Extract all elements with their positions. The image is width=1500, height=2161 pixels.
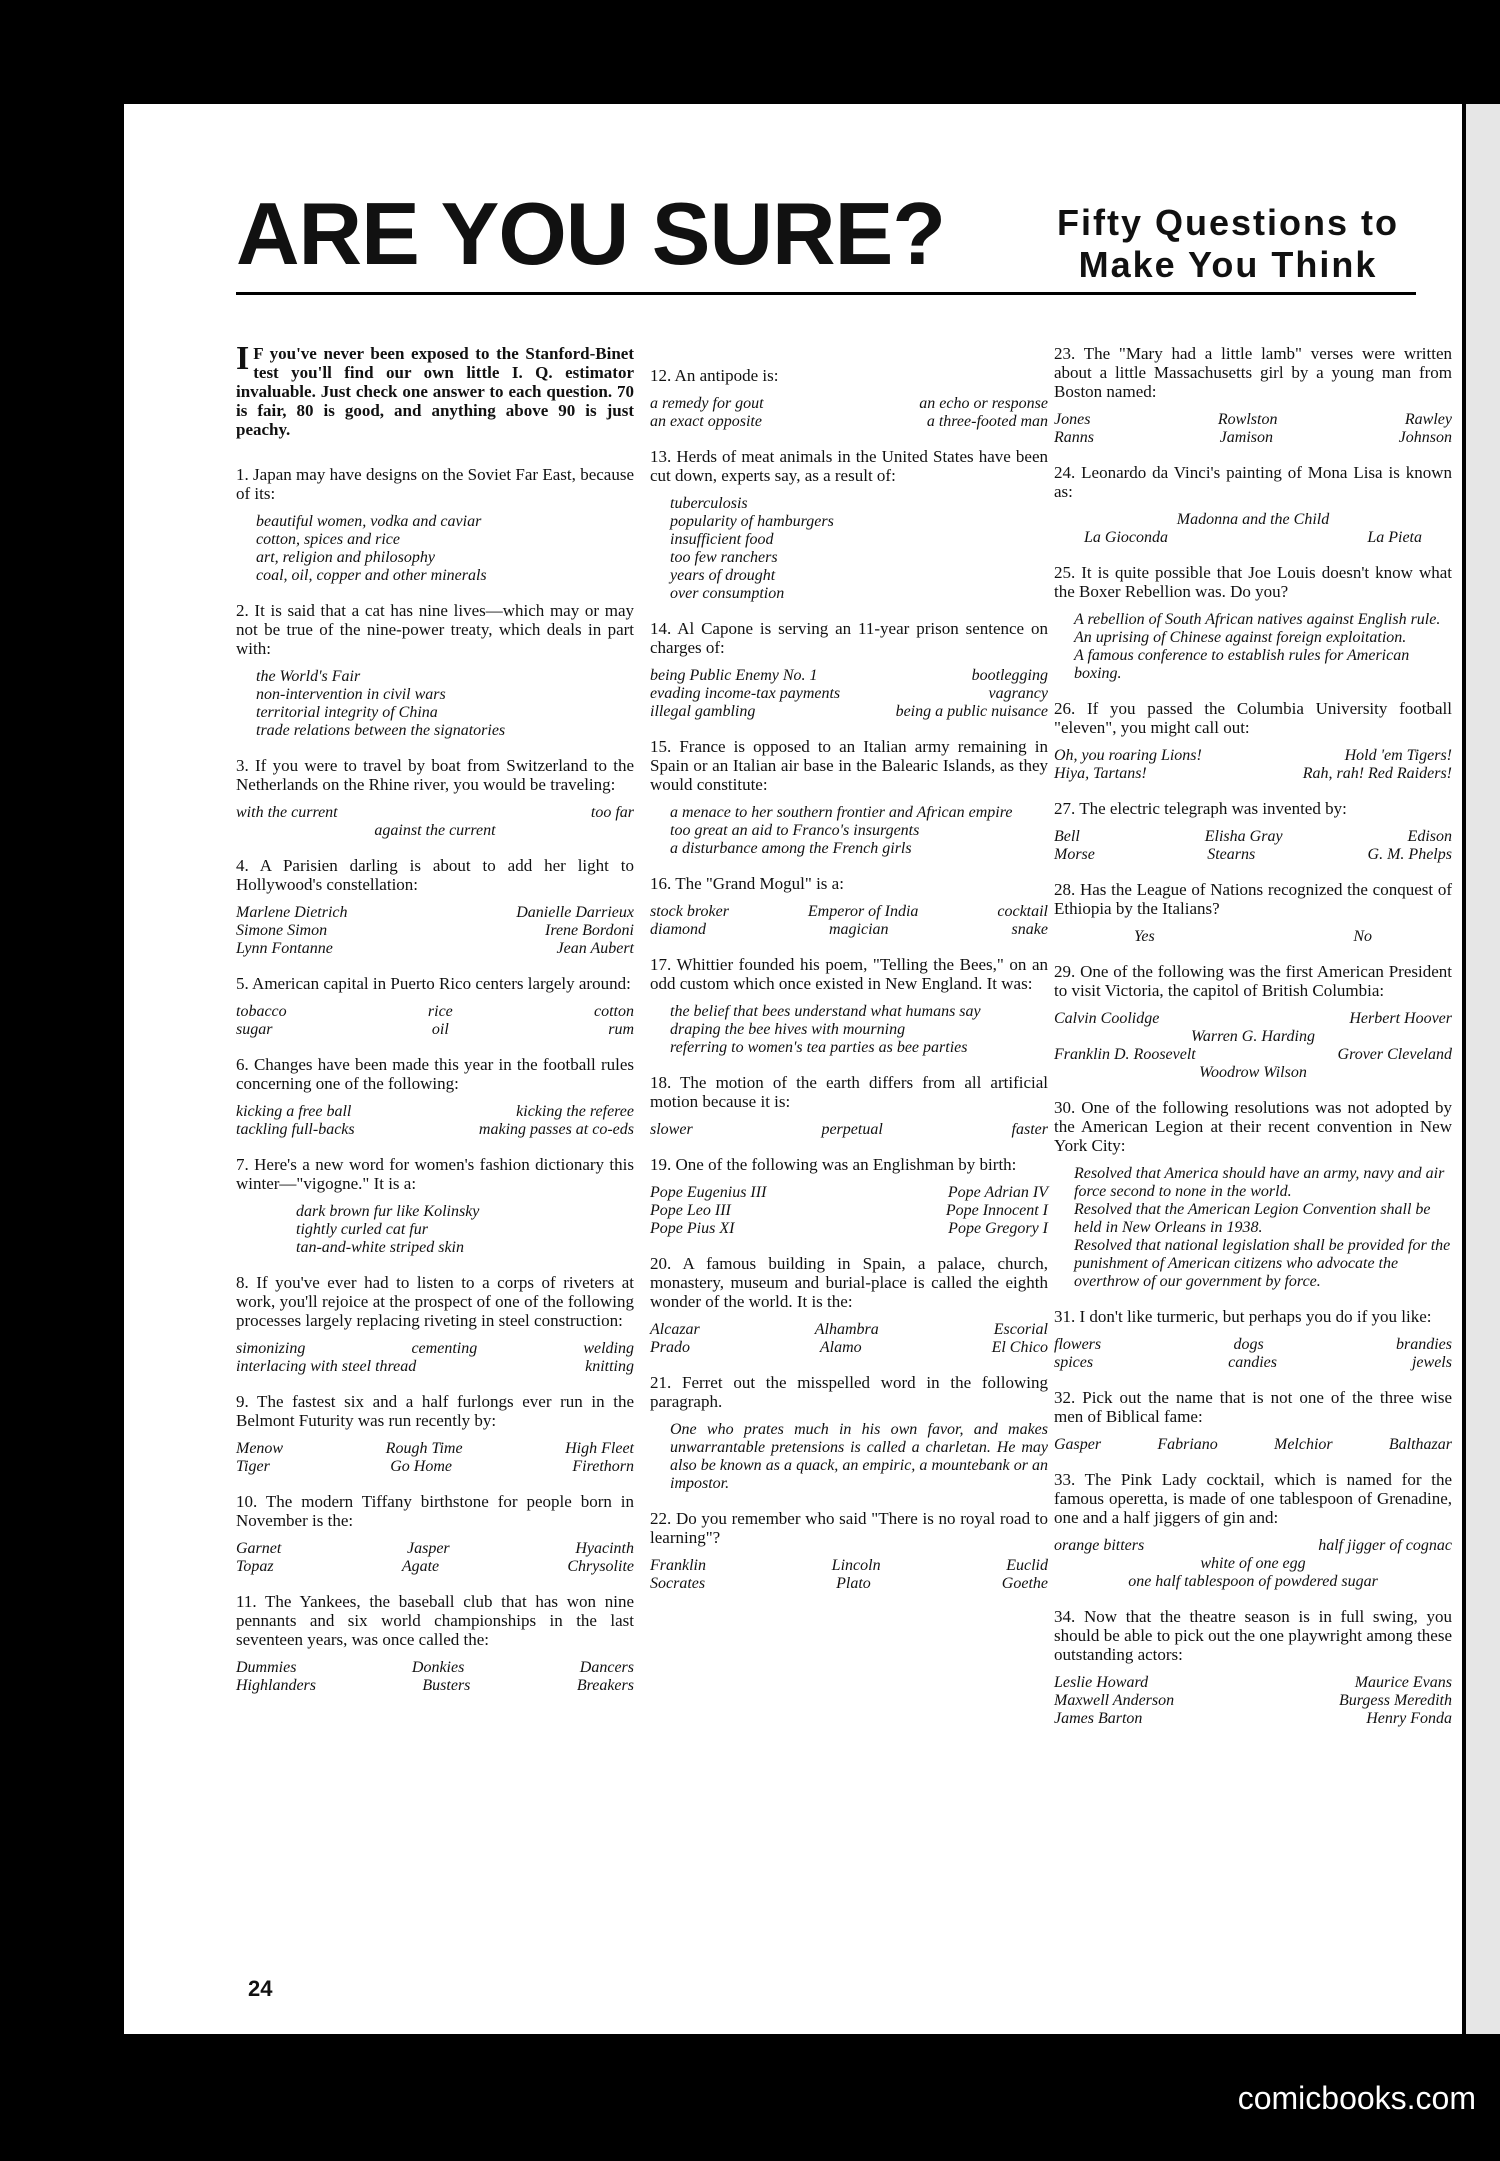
answer-list [236,1440,634,1476]
answer-option[interactable]: Leslie Howard [1054,1674,1149,1691]
question-text: 15. France is opposed to an Italian army remaining in Spain or an Italian air base in the Balearic Islands, as they would constitute: [650,737,1048,794]
answer-option[interactable]: An uprising of Chinese against foreign exploitation. [1074,629,1407,646]
answer-list [650,1321,1048,1357]
question-text: 31. I don't like turmeric, but perhaps you do if you like: [1054,1307,1432,1326]
page-number: 24 [248,1976,273,2001]
answer-option[interactable]: rice [427,1003,453,1020]
answer-option[interactable]: Pope Gregory I [948,1220,1048,1237]
answer-option[interactable]: jewels [1411,1354,1452,1371]
answer-option[interactable]: Escorial [993,1321,1048,1338]
answer-option[interactable]: white of one egg [1200,1555,1306,1572]
answer-list [650,903,1048,939]
answer-option[interactable]: draping the bee hives with mourning [670,1021,906,1038]
answer-option[interactable]: cotton [594,1003,634,1020]
answer-option[interactable]: Pope Leo III [650,1202,731,1219]
answer-option[interactable]: Warren G. Harding [1190,1028,1315,1045]
question-text: 28. Has the League of Nations recognized the conquest of Ethiopia by the Italians? [1054,880,1452,918]
answer-option[interactable]: interlacing with steel thread [236,1358,417,1375]
answer-option[interactable]: too few ranchers [670,549,778,566]
answer-option[interactable]: Agate [401,1558,440,1575]
answer-option[interactable]: Busters [422,1677,471,1694]
answer-option[interactable]: Rowlston [1217,411,1278,428]
answer-option[interactable]: Socrates [650,1575,706,1592]
answer-option[interactable]: Johnson [1398,429,1452,446]
answer-option[interactable]: magician [829,921,889,938]
answer-option[interactable]: Jamison [1219,429,1273,446]
question-text: 27. The electric telegraph was invented by: [1054,799,1347,818]
question-text: 14. Al Capone is serving an 11-year prison sentence on charges of: [650,619,1048,657]
drop-cap: I [236,340,250,377]
answer-option[interactable]: Madonna and the Child [1176,511,1330,528]
answer-option[interactable]: vagrancy [988,685,1048,702]
answer-option[interactable]: orange bitters [1054,1537,1145,1554]
question-text: 8. If you've ever had to listen to a corps of riveters at work, you'll rejoice at the prospect of one of the following processes largely replacing riveting in steel construction: [236,1273,634,1330]
answer-option[interactable]: Dancers [579,1659,634,1676]
answer-list [236,1103,634,1139]
answer-list [1054,1537,1452,1591]
answer-option[interactable]: Maxwell Anderson [1054,1692,1175,1709]
intro-paragraph [236,340,634,439]
answer-option[interactable]: Pope Eugenius III [650,1184,767,1201]
column-3 [1054,344,1452,1744]
question-text: 9. The fastest six and a half furlongs ever run in the Belmont Futurity was run recently by: [236,1392,634,1430]
answer-option[interactable]: a menace to her southern frontier and African empire [670,804,1013,821]
answer-option[interactable]: one half tablespoon of powdered sugar [1128,1573,1378,1590]
answer-option[interactable]: Fabriano [1157,1436,1218,1453]
answer-option[interactable]: Alhambra [814,1321,879,1338]
answer-option[interactable]: Pope Adrian IV [947,1184,1048,1201]
answer-option[interactable]: tuberculosis [670,495,748,512]
answer-option[interactable]: James Barton [1054,1710,1143,1727]
answer-option[interactable]: a three-footed man [926,413,1048,430]
answer-option[interactable]: Burgess Meredith [1338,1692,1452,1709]
answer-option[interactable]: perpetual [821,1121,883,1138]
answer-option[interactable]: Rawley [1404,411,1452,428]
answer-option[interactable]: against the current [374,822,496,839]
answer-list [236,904,634,958]
answer-option[interactable]: Alcazar [650,1321,700,1338]
answer-option[interactable]: Lincoln [831,1557,881,1574]
watermark: comicbooks.com [1237,2080,1476,2116]
answer-option[interactable]: Grover Cleveland [1337,1046,1452,1063]
question-text: 4. A Parisien darling is about to add her light to Hollywood's constellation: [236,856,634,894]
answer-list [650,804,1048,858]
answer-option[interactable]: Alamo [819,1339,862,1356]
answer-option[interactable]: No [1353,928,1372,945]
answer-list [236,1540,634,1576]
answer-option[interactable]: trade relations between the signatories [256,722,506,739]
answer-option[interactable]: sugar [236,1021,273,1038]
answer-option[interactable]: Franklin D. Roosevelt [1054,1046,1196,1063]
answer-option[interactable]: Jasper [407,1540,450,1557]
answer-list [236,1203,634,1257]
question-text: 21. Ferret out the misspelled word in the following paragraph. [650,1373,1048,1411]
question-text: 22. Do you remember who said "There is no royal road to learning"? [650,1509,1048,1547]
answer-option[interactable]: tan-and-white striped skin [296,1239,464,1256]
answer-list [236,804,634,840]
answer-list [1054,1436,1452,1454]
answer-option[interactable]: Maurice Evans [1354,1674,1452,1691]
answer-option[interactable]: popularity of hamburgers [670,513,834,530]
answer-list [236,513,634,585]
answer-list [650,1003,1048,1057]
answer-option[interactable]: Bell [1054,828,1080,845]
question-text: 13. Herds of meat animals in the United States have been cut down, experts say, as a result of: [650,447,1048,485]
answer-option[interactable]: Jean Aubert [556,940,634,957]
answer-option[interactable]: Chrysolite [567,1558,634,1575]
question-text: 26. If you passed the Columbia University football "eleven", you might call out: [1054,699,1452,737]
answer-option[interactable]: Stearns [1207,846,1256,863]
answer-option[interactable]: welding [583,1340,634,1357]
question-text: 18. The motion of the earth differs from all artificial motion because it is: [650,1073,1048,1111]
answer-option[interactable]: Gasper [1054,1436,1102,1453]
answer-list [1054,1010,1452,1082]
question-text: 1. Japan may have designs on the Soviet Far East, because of its: [236,465,634,503]
page-subtitle [1038,202,1418,286]
answer-list [650,667,1048,721]
answer-option[interactable]: with the current [236,804,338,821]
answer-option[interactable]: spices [1054,1354,1094,1371]
answer-option[interactable]: being Public Enemy No. 1 [650,667,818,684]
question-text: 24. Leonardo da Vinci's painting of Mona Lisa is known as: [1054,463,1452,501]
answer-option[interactable]: bootlegging [971,667,1048,684]
answer-option[interactable]: Prado [650,1339,690,1356]
question-text: 5. American capital in Puerto Rico centers largely around: [236,974,631,993]
answer-option[interactable]: Rough Time [385,1440,463,1457]
answer-option[interactable]: Garnet [236,1540,282,1557]
answer-option[interactable]: Calvin Coolidge [1054,1010,1160,1027]
answer-option[interactable]: Edison [1407,828,1452,845]
answer-option[interactable]: Menow [236,1440,284,1457]
subtitle-line-2: Make You Think [1078,244,1378,285]
answer-option[interactable]: Henry Fonda [1366,1710,1452,1727]
answer-list [236,1659,634,1695]
answer-option[interactable]: Emperor of India [807,903,919,920]
answer-option[interactable]: rum [608,1021,634,1038]
answer-option[interactable]: coal, oil, copper and other minerals [256,567,487,584]
answer-option[interactable]: years of drought [670,567,776,584]
answer-option[interactable]: over consumption [670,585,785,602]
question-text: 12. An antipode is: [650,366,779,385]
answer-option[interactable]: A rebellion of South African natives against English rule. [1074,611,1441,628]
answer-list [236,668,634,740]
question-text: 6. Changes have been made this year in the football rules concerning one of the following: [236,1055,634,1093]
answer-option[interactable]: cementing [411,1340,478,1357]
answer-option[interactable]: insufficient food [670,531,774,548]
answer-option[interactable]: evading income-tax payments [650,685,841,702]
answer-option[interactable]: a remedy for gout [650,395,764,412]
title-rule [236,292,1416,295]
column-2 [650,366,1048,1609]
answer-list [236,1003,634,1039]
answer-list [236,1340,634,1376]
answer-list [650,1121,1048,1139]
answer-list [1054,747,1452,783]
answer-option[interactable]: Melchior [1274,1436,1333,1453]
answer-option[interactable]: La Pieta [1367,529,1422,546]
answer-option[interactable]: slower [650,1121,693,1138]
answer-option[interactable]: Euclid [1006,1557,1048,1574]
answer-option[interactable]: beautiful women, vodka and caviar [256,513,482,530]
answer-list [1054,828,1452,864]
question-text: 17. Whittier founded his poem, "Telling the Bees," on an odd custom which once existed in New England. It was: [650,955,1048,993]
answer-option[interactable]: Firethorn [572,1458,634,1475]
answer-option[interactable]: Resolved that America should have an army, navy and air force second to none in the world. [1074,1165,1445,1200]
answer-option[interactable]: Goethe [1001,1575,1048,1592]
misspelled-paragraph: One who prates much in his own favor, and makes unwarrantable pretensions is called a charletan. He may also be known as a quack, an empiric, a mountebank or an impostor. [670,1421,1048,1492]
question-text: 25. It is quite possible that Joe Louis doesn't know what the Boxer Rebellion was. Do you? [1054,563,1452,601]
answer-option[interactable]: dogs [1233,1336,1264,1353]
question-text: 3. If you were to travel by boat from Switzerland to the Netherlands on the Rhine river, you would be traveling: [236,756,634,794]
question-text: 30. One of the following resolutions was not adopted by the American Legion at their recent convention in New York City: [1054,1098,1452,1155]
answer-option[interactable]: kicking a free ball [236,1103,352,1120]
answer-option[interactable]: knitting [585,1358,634,1375]
answer-list [1054,1165,1452,1291]
answer-option[interactable]: tackling full-backs [236,1121,355,1138]
question-text: 16. The "Grand Mogul" is a: [650,874,844,893]
answer-option[interactable]: non-intervention in civil wars [256,686,446,703]
column-1 [236,340,634,1711]
answer-option[interactable]: tobacco [236,1003,287,1020]
answer-option[interactable]: art, religion and philosophy [256,549,435,566]
answer-option[interactable]: an echo or response [919,395,1048,412]
answer-option[interactable]: Rah, rah! Red Raiders! [1302,765,1452,782]
answer-option[interactable]: oil [431,1021,449,1038]
answer-option[interactable]: Topaz [236,1558,274,1575]
answer-option[interactable]: A famous conference to establish rules for American boxing. [1074,647,1410,682]
answer-option[interactable]: Irene Bordoni [544,922,634,939]
answer-option[interactable]: G. M. Phelps [1367,846,1452,863]
answer-option[interactable]: Dummies [236,1659,297,1676]
answer-option[interactable]: diamond [650,921,706,938]
question-text: 20. A famous building in Spain, a palace, church, monastery, museum and burial-place is called the eighth wonder of the world. It is the: [650,1254,1048,1311]
answer-option[interactable]: kicking the referee [516,1103,634,1120]
answer-option[interactable]: stock broker [650,903,729,920]
answer-option[interactable]: cotton, spices and rice [256,531,400,548]
answer-option[interactable]: Oh, you roaring Lions! [1054,747,1202,764]
answer-option[interactable]: territorial integrity of China [256,704,438,721]
answer-option[interactable]: too far [590,804,634,821]
answer-option[interactable]: Resolved that national legislation shall be provided for the punishment of American citizens who advocate the overthrow of our government by force. [1074,1237,1451,1290]
answer-option[interactable]: Tiger [236,1458,270,1475]
answer-option[interactable]: Breakers [576,1677,634,1694]
question-text: 23. The "Mary had a little lamb" verses were written about a little Massachusetts girl by a young man from Boston named: [1054,344,1452,401]
answer-option[interactable]: Franklin [650,1557,706,1574]
answer-option[interactable]: Elisha Gray [1204,828,1283,845]
answer-option[interactable]: the World's Fair [256,668,361,685]
answer-option[interactable]: an exact opposite [650,413,762,430]
answer-list [650,495,1048,603]
answer-option[interactable]: Lynn Fontanne [236,940,333,957]
answer-option[interactable]: simonizing [236,1340,306,1357]
answer-option[interactable]: being a public nuisance [895,703,1048,720]
answer-option[interactable]: High Fleet [565,1440,634,1457]
question-text: 11. The Yankees, the baseball club that has won nine pennants and six world championships in the last seventeen years, was once called the: [236,1592,634,1649]
answer-option[interactable]: dark brown fur like Kolinsky [296,1203,480,1220]
intro-text: F you've never been exposed to the Stanford-Binet test you'll find our own little I. Q. estimator invaluable. Just check one answer to each question. 70 is fair, 80 is good, and anything above 90 is just peachy. [236,344,634,439]
answer-option[interactable]: La Gioconda [1084,529,1168,546]
answer-option[interactable]: Plato [836,1575,871,1592]
answer-option[interactable]: referring to women's tea parties as bee parties [670,1039,968,1056]
answer-option[interactable]: a disturbance among the French girls [670,840,912,857]
question-text: 19. One of the following was an Englishman by birth: [650,1155,1017,1174]
answer-option[interactable]: Danielle Darrieux [516,904,634,921]
answer-option[interactable]: Ranns [1054,429,1094,446]
answer-option[interactable]: Hiya, Tartans! [1054,765,1147,782]
answer-list [1054,1336,1452,1372]
question-text: 33. The Pink Lady cocktail, which is named for the famous operetta, is made of one tablespoon of Grenadine, one and a half jiggers of gin and: [1054,1470,1452,1527]
answer-list [650,1557,1048,1593]
answer-option[interactable]: Yes [1134,928,1155,945]
answer-option[interactable]: Simone Simon [236,922,328,939]
answer-option[interactable]: Go Home [390,1458,452,1475]
answer-option[interactable]: Pope Pius XI [650,1220,735,1237]
answer-option[interactable]: Balthazar [1388,1436,1452,1453]
page-title: ARE YOU SURE? [236,184,946,283]
question-text: 32. Pick out the name that is not one of the three wise men of Biblical fame: [1054,1388,1452,1426]
answer-option[interactable]: Resolved that the American Legion Convention shall be held in New Orleans in 1938. [1074,1201,1431,1236]
answer-option[interactable]: Jones [1054,411,1091,428]
question-text: 7. Here's a new word for women's fashion dictionary this winter—"vigogne." It is a: [236,1155,634,1193]
answer-list [1054,611,1452,683]
answer-option[interactable]: Herbert Hoover [1349,1010,1452,1027]
answer-option[interactable]: Hyacinth [575,1540,634,1557]
question-text: 10. The modern Tiffany birthstone for people born in November is the: [236,1492,634,1530]
answer-list [650,395,1048,431]
answer-list [1054,928,1452,946]
answer-option[interactable]: cocktail [997,903,1048,920]
answer-option[interactable]: Hold 'em Tigers! [1344,747,1452,764]
answer-option[interactable]: the belief that bees understand what humans say [670,1003,981,1020]
answer-option[interactable]: Woodrow Wilson [1199,1064,1307,1081]
answer-option[interactable]: Donkies [411,1659,465,1676]
magazine-page [124,104,1462,2034]
answer-option[interactable]: illegal gambling [650,703,756,720]
answer-list [1054,411,1452,447]
answer-option[interactable]: half jigger of cognac [1318,1537,1452,1554]
answer-option[interactable]: candies [1228,1354,1277,1371]
question-text: 29. One of the following was the first American President to visit Victoria, the capitol of British Columbia: [1054,962,1452,1000]
answer-list [1054,1674,1452,1728]
answer-option[interactable]: flowers [1054,1336,1102,1353]
answer-option[interactable]: Morse [1054,846,1095,863]
answer-list [1054,511,1452,547]
answer-list [650,1184,1048,1238]
subtitle-line-1: Fifty Questions to [1057,202,1399,243]
adjacent-page-edge [1466,104,1500,2034]
answer-option[interactable]: snake [1011,921,1048,938]
answer-option[interactable]: too great an aid to Franco's insurgents [670,822,920,839]
answer-option[interactable]: Marlene Dietrich [236,904,348,921]
question-text: 34. Now that the theatre season is in full swing, you should be able to pick out the one playwright among these outstanding actors: [1054,1607,1452,1664]
answer-option[interactable]: making passes at co-eds [478,1121,634,1138]
answer-option[interactable]: Pope Innocent I [945,1202,1048,1219]
question-text: 2. It is said that a cat has nine lives—which may or may not be true of the nine-power treaty, which deals in part with: [236,601,634,658]
answer-option[interactable]: faster [1011,1121,1048,1138]
answer-option[interactable]: El Chico [991,1339,1048,1356]
answer-option[interactable]: brandies [1395,1336,1452,1353]
answer-option[interactable]: Highlanders [236,1677,316,1694]
answer-option[interactable]: tightly curled cat fur [296,1221,428,1238]
